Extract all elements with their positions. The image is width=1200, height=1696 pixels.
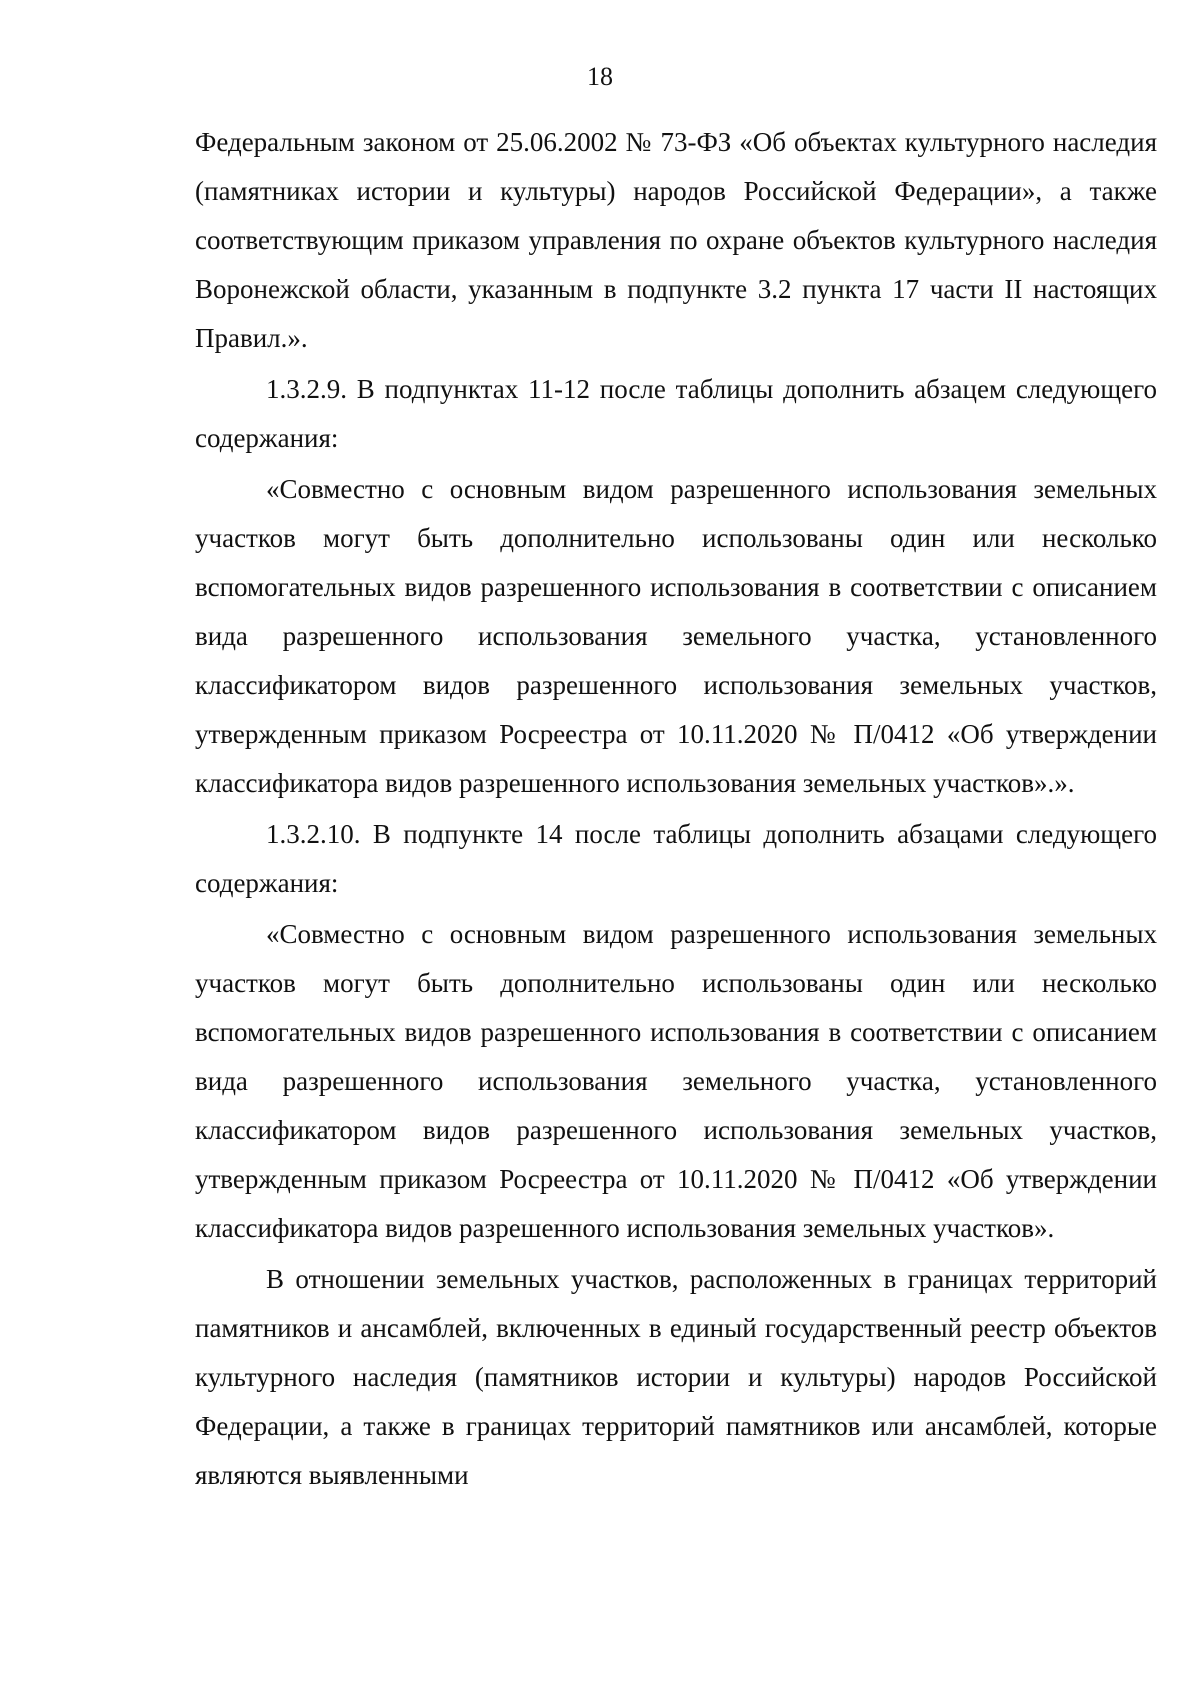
page-number: 18: [587, 62, 613, 91]
paragraph-item-1-3-2-10: 1.3.2.10. В подпункте 14 после таблицы дополнить абзацами следующего содержания:: [195, 819, 1157, 898]
document-body: [195, 118, 1157, 1500]
paragraph-continuation: Федеральным законом от 25.06.2002 № 73-ФЗ «Об объектах культурного наследия (памятниках истории и культуры) народов Российской Федерации», а также соответствующим приказом управления по охране объектов культурного наследия Воронежской области, указанным в подпункте 3.2 пункта 17 части II настоящих Правил.».: [195, 127, 1157, 353]
paragraph-quote-1: «Совместно с основным видом разрешенного использования земельных участков могут быть дополнительно использованы один или несколько вспомогательных видов разрешенного использования в соответствии с описанием вида разрешенного использования земельного участка, установленного классификатором видов разрешенного использования земельных участков, утвержденным приказом Росреестра от 10.11.2020 № П/0412 «Об утверждении классификатора видов разрешенного использования земельных участков».».: [195, 474, 1157, 798]
paragraph-quote-2: «Совместно с основным видом разрешенного использования земельных участков могут быть дополнительно использованы один или несколько вспомогательных видов разрешенного использования в соответствии с описанием вида разрешенного использования земельного участка, установленного классификатором видов разрешенного использования земельных участков, утвержденным приказом Росреестра от 10.11.2020 № П/0412 «Об утверждении классификатора видов разрешенного использования земельных участков».: [195, 919, 1157, 1243]
paragraph-cultural-heritage: В отношении земельных участков, расположенных в границах территорий памятников и ансамблей, включенных в единый государственный реестр объектов культурного наследия (памятников истории и культуры) народов Российской Федерации, а также в границах территорий памятников или ансамблей, которые являются выявленными: [195, 1264, 1157, 1490]
paragraph-item-1-3-2-9: 1.3.2.9. В подпунктах 11-12 после таблицы дополнить абзацем следующего содержания:: [195, 374, 1157, 453]
